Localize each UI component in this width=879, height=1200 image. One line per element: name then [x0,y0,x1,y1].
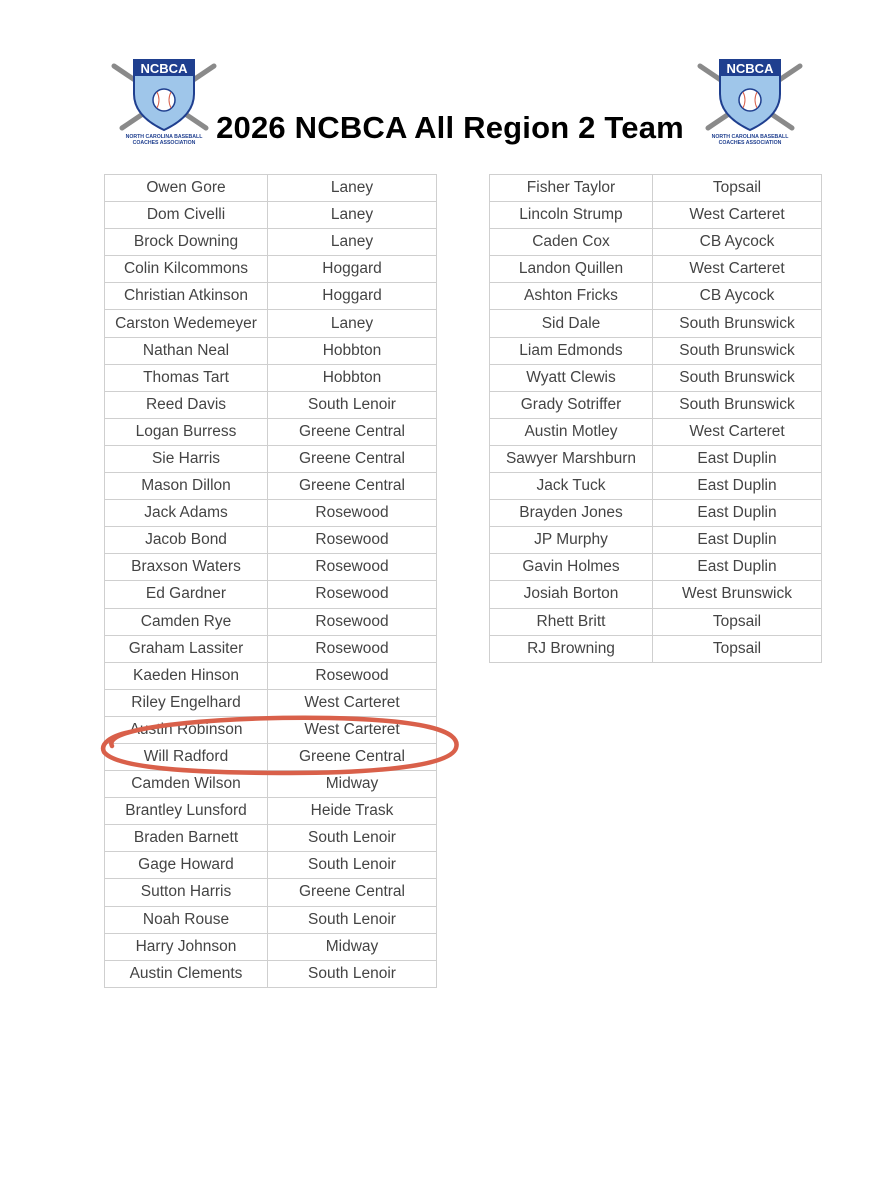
ncbca-logo-right [694,54,806,144]
player-name-cell: Dom Civelli [105,202,268,229]
table-row [105,689,437,716]
table-row [105,391,437,418]
table-row [490,554,822,581]
player-name-cell: Fisher Taylor [490,175,653,202]
player-name-cell: RJ Browning [490,635,653,662]
school-cell: CB Aycock [653,283,822,310]
player-name-cell: Brock Downing [105,229,268,256]
school-cell: Rosewood [268,554,437,581]
table-row [105,933,437,960]
school-cell: Laney [268,202,437,229]
table-row [105,418,437,445]
school-cell: Topsail [653,175,822,202]
svg-text:NORTH CAROLINA BASEBALL: NORTH CAROLINA BASEBALL [125,134,203,140]
school-cell: West Carteret [268,689,437,716]
table-row [490,608,822,635]
player-name-cell: Braden Barnett [105,825,268,852]
roster-table-right [489,174,822,663]
player-name-cell: Austin Motley [490,418,653,445]
player-name-cell: Will Radford [105,743,268,770]
player-name-cell: Brayden Jones [490,500,653,527]
svg-text:NCBCA: NCBCA [726,61,774,76]
table-row [105,662,437,689]
table-row [490,202,822,229]
school-cell: West Carteret [268,716,437,743]
table-row [490,527,822,554]
player-name-cell: Sutton Harris [105,879,268,906]
table-row [105,743,437,770]
table-row [490,256,822,283]
svg-text:COACHES ASSOCIATION: COACHES ASSOCIATION [132,140,196,144]
table-row [490,635,822,662]
school-cell: West Brunswick [653,581,822,608]
player-name-cell: Nathan Neal [105,337,268,364]
table-row [105,283,437,310]
table-row [105,202,437,229]
roster-table-left-body [105,175,437,988]
player-name-cell: Jack Tuck [490,473,653,500]
school-cell: CB Aycock [653,229,822,256]
player-name-cell: Owen Gore [105,175,268,202]
school-cell: Laney [268,175,437,202]
player-name-cell: Jacob Bond [105,527,268,554]
player-name-cell: Graham Lassiter [105,635,268,662]
player-name-cell: Gage Howard [105,852,268,879]
player-name-cell: Wyatt Clewis [490,364,653,391]
school-cell: Greene Central [268,473,437,500]
table-row [490,364,822,391]
school-cell: South Lenoir [268,960,437,987]
svg-text:NORTH CAROLINA BASEBALL: NORTH CAROLINA BASEBALL [711,134,789,140]
table-row [105,256,437,283]
table-row [105,635,437,662]
table-row [105,879,437,906]
school-cell: Laney [268,229,437,256]
table-row [490,229,822,256]
school-cell: East Duplin [653,554,822,581]
svg-text:COACHES ASSOCIATION: COACHES ASSOCIATION [718,140,782,144]
player-name-cell: Lincoln Strump [490,202,653,229]
table-row [490,445,822,472]
player-name-cell: Ashton Fricks [490,283,653,310]
table-row [105,771,437,798]
school-cell: Hoggard [268,283,437,310]
player-name-cell: Jack Adams [105,500,268,527]
player-name-cell: Noah Rouse [105,906,268,933]
table-row [490,418,822,445]
school-cell: Rosewood [268,527,437,554]
player-name-cell: Liam Edmonds [490,337,653,364]
table-row [105,364,437,391]
table-row [490,337,822,364]
player-name-cell: Riley Engelhard [105,689,268,716]
table-row [105,229,437,256]
player-name-cell: Sid Dale [490,310,653,337]
svg-text:NCBCA: NCBCA [140,61,188,76]
player-name-cell: Brantley Lunsford [105,798,268,825]
player-name-cell: Austin Clements [105,960,268,987]
table-row [490,500,822,527]
player-name-cell: Reed Davis [105,391,268,418]
roster-table-right-body [490,175,822,663]
player-name-cell: Harry Johnson [105,933,268,960]
table-row [490,581,822,608]
school-cell: Midway [268,771,437,798]
player-name-cell: Landon Quillen [490,256,653,283]
player-name-cell: Grady Sotriffer [490,391,653,418]
player-name-cell: Mason Dillon [105,473,268,500]
table-row [490,283,822,310]
school-cell: South Brunswick [653,364,822,391]
player-name-cell: Sie Harris [105,445,268,472]
roster-table-left [104,174,437,988]
school-cell: East Duplin [653,445,822,472]
table-row [490,175,822,202]
school-cell: West Carteret [653,202,822,229]
table-row [105,500,437,527]
school-cell: South Lenoir [268,825,437,852]
school-cell: Topsail [653,635,822,662]
player-name-cell: Thomas Tart [105,364,268,391]
school-cell: Hoggard [268,256,437,283]
page-title: 2026 NCBCA All Region 2 Team [216,110,684,145]
school-cell: South Lenoir [268,852,437,879]
player-name-cell: Ed Gardner [105,581,268,608]
player-name-cell: Christian Atkinson [105,283,268,310]
table-row [105,445,437,472]
table-row [105,716,437,743]
player-name-cell: Camden Rye [105,608,268,635]
player-name-cell: Logan Burress [105,418,268,445]
table-row [105,554,437,581]
player-name-cell: Gavin Holmes [490,554,653,581]
table-row [490,310,822,337]
table-row [105,337,437,364]
school-cell: Hobbton [268,364,437,391]
table-row [105,960,437,987]
table-row [105,825,437,852]
school-cell: South Lenoir [268,906,437,933]
table-row [105,175,437,202]
school-cell: Midway [268,933,437,960]
school-cell: Greene Central [268,418,437,445]
school-cell: West Carteret [653,256,822,283]
school-cell: Rosewood [268,662,437,689]
ncbca-logo-right-graphic [694,54,806,144]
school-cell: Heide Trask [268,798,437,825]
school-cell: Topsail [653,608,822,635]
school-cell: Rosewood [268,635,437,662]
table-row [105,798,437,825]
school-cell: South Brunswick [653,310,822,337]
school-cell: Laney [268,310,437,337]
player-name-cell: Braxson Waters [105,554,268,581]
table-row [105,608,437,635]
school-cell: East Duplin [653,527,822,554]
school-cell: Rosewood [268,608,437,635]
school-cell: East Duplin [653,473,822,500]
table-row [105,852,437,879]
table-row [490,473,822,500]
school-cell: South Brunswick [653,391,822,418]
player-name-cell: Caden Cox [490,229,653,256]
player-name-cell: Kaeden Hinson [105,662,268,689]
school-cell: Greene Central [268,445,437,472]
table-row [105,906,437,933]
player-name-cell: Austin Robinson [105,716,268,743]
player-name-cell: Colin Kilcommons [105,256,268,283]
table-row [490,391,822,418]
player-name-cell: Camden Wilson [105,771,268,798]
player-name-cell: Josiah Borton [490,581,653,608]
table-row [105,473,437,500]
table-row [105,581,437,608]
school-cell: Greene Central [268,743,437,770]
school-cell: Rosewood [268,581,437,608]
player-name-cell: Rhett Britt [490,608,653,635]
school-cell: West Carteret [653,418,822,445]
school-cell: South Lenoir [268,391,437,418]
player-name-cell: JP Murphy [490,527,653,554]
school-cell: East Duplin [653,500,822,527]
table-row [105,310,437,337]
school-cell: Greene Central [268,879,437,906]
school-cell: South Brunswick [653,337,822,364]
school-cell: Rosewood [268,500,437,527]
table-row [105,527,437,554]
school-cell: Hobbton [268,337,437,364]
player-name-cell: Carston Wedemeyer [105,310,268,337]
player-name-cell: Sawyer Marshburn [490,445,653,472]
